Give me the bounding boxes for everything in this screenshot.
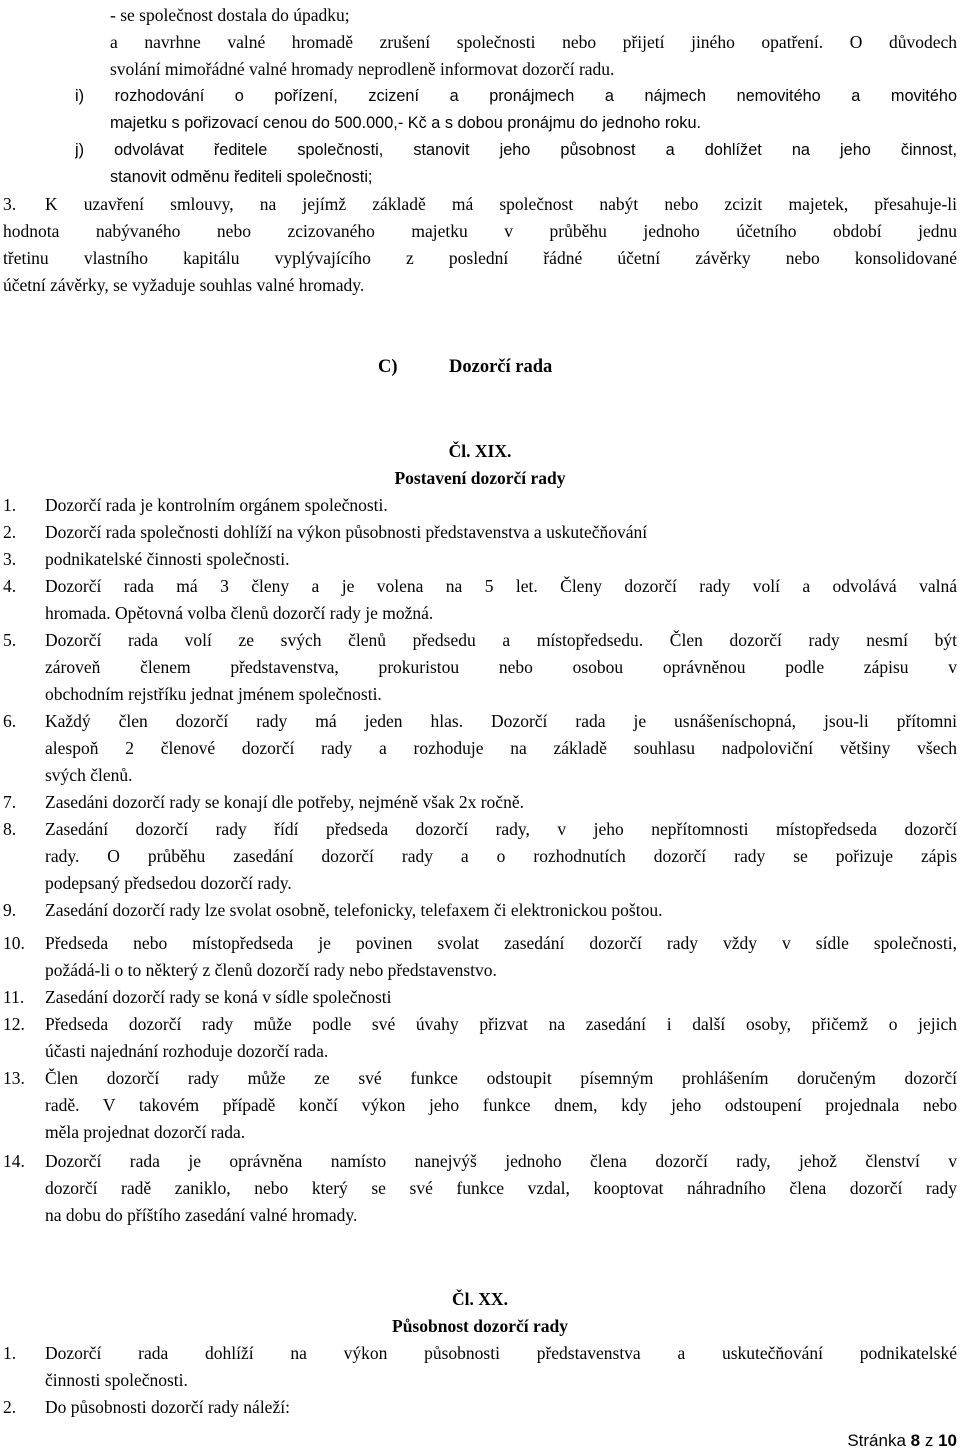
list-number: 3. (3, 549, 17, 569)
text-line: stanovit odměnu řediteli společnosti; (110, 168, 373, 186)
section-letter: C) (378, 357, 398, 377)
list-item-text: Předseda dozorčí rady může podle své úvahy přizvat na zasedání i další osoby, přičemž o jejich (45, 1014, 957, 1034)
list-item-text: dozorčí radě zaniklo, nebo který se své funkce vzdal, kooptovat náhradního člena dozorčí rady (45, 1178, 957, 1198)
list-item-text: podepsaný předsedou dozorčí rady. (45, 873, 292, 893)
footer-page-total: 10 (938, 1431, 957, 1450)
list-item-text: měla projednat dozorčí rada. (45, 1122, 246, 1142)
list-number: 4. (3, 576, 17, 596)
list-number: 3. (3, 194, 17, 214)
list-item-text: alespoň 2 členové dozorčí rady a rozhoduje na základě souhlasu nadpoloviční většiny všech (45, 738, 957, 758)
list-number: 1. (3, 495, 17, 515)
list-item-text: podnikatelské činnosti společnosti. (45, 549, 290, 569)
article-title: Postavení dozorčí rady (394, 468, 566, 488)
article-number: Čl. XIX. (448, 441, 512, 461)
list-number: 11. (3, 987, 25, 1007)
list-item-text: Dozorčí rada je oprávněna namísto nanejvýš jednoho člena dozorčí rady, jehož členství v (45, 1151, 957, 1171)
list-item-text: Dozorčí rada má 3 členy a je volena na 5 let. Členy dozorčí rady volí a odvolává valná (45, 576, 957, 596)
text-line: třetinu vlastního kapitálu vyplývajícího z poslední řádné účetní závěrky nebo konsolidované (3, 248, 957, 268)
list-item-text: hromada. Opětovná volba členů dozorčí rady je možná. (45, 603, 434, 623)
list-number: 7. (3, 792, 17, 812)
list-item-text: na dobu do příštího zasedání valné hromady. (45, 1205, 358, 1225)
list-number: 13. (3, 1068, 25, 1088)
list-item-text: Člen dozorčí rady může ze své funkce odstoupit písemným prohlášením doručeným dozorčí (45, 1068, 957, 1088)
text-line: svolání mimořádné valné hromady neprodleně informovat dozorčí radu. (110, 59, 615, 79)
text-line: a navrhne valné hromadě zrušení společnosti nebo přijetí jiného opatření. O důvodech (110, 32, 957, 52)
footer-label: Stránka (847, 1431, 906, 1450)
list-item-text: Dozorčí rada společnosti dohlíží na výkon působnosti představenstva a uskutečňování (45, 522, 648, 542)
list-item-text: požádá-li o to některý z členů dozorčí rady nebo představenstvo. (45, 960, 497, 980)
list-item-text: Zasedání dozorčí rady se koná v sídle společnosti (45, 987, 392, 1007)
list-item-text: Do působnosti dozorčí rady náleží: (45, 1397, 290, 1417)
list-item-text: rady. O průběhu zasedání dozorčí rady a o rozhodnutích dozorčí rady se pořizuje zápis (45, 846, 957, 866)
footer-of: z (924, 1431, 934, 1450)
list-item-text: Dozorčí rada volí ze svých členů předsedu a místopředsedu. Člen dozorčí rady nesmí být (45, 630, 957, 650)
list-number: 14. (3, 1151, 25, 1171)
text-line: majetku s pořizovací cenou do 500.000,- Kč a s dobou pronájmu do jednoho roku. (110, 114, 702, 132)
list-item-text: účasti najednání rozhoduje dozorčí rada. (45, 1041, 329, 1061)
list-item-text: činnosti společnosti. (45, 1370, 188, 1390)
list-number: 8. (3, 819, 17, 839)
list-number: 9. (3, 900, 17, 920)
list-item-text: Dozorčí rada dohlíží na výkon působnosti představenstva a uskutečňování podnikatelské (45, 1343, 957, 1363)
list-number: 2. (3, 522, 17, 542)
list-number: 10. (3, 933, 25, 953)
article-number: Čl. XX. (452, 1289, 508, 1309)
text-line: hodnota nabývaného nebo zcizovaného majetku v průběhu jednoho účetního období jednu (3, 221, 957, 241)
list-item-text: Dozorčí rada je kontrolním orgánem společnosti. (45, 495, 388, 515)
text-line: K uzavření smlouvy, na jejímž základě má společnost nabýt nebo zcizit majetek, přesahuje-li (45, 194, 957, 214)
text-line: j) odvolávat ředitele společnosti, stanovit jeho působnost a dohlížet na jeho činnost, (75, 141, 957, 159)
list-item-text: Zasedáni dozorčí rady se konají dle potřeby, nejméně však 2x ročně. (45, 792, 524, 812)
list-number: 12. (3, 1014, 25, 1034)
list-number: 6. (3, 711, 17, 731)
list-number: 5. (3, 630, 17, 650)
list-item-text: Předseda nebo místopředseda je povinen svolat zasedání dozorčí rady vždy v sídle společnosti, (45, 933, 957, 953)
text-line: účetní závěrky, se vyžaduje souhlas valné hromady. (3, 275, 365, 295)
text-line: i) rozhodování o pořízení, zcizení a pronájmech a nájmech nemovitého a movitého (75, 87, 957, 105)
list-item-text: zároveň členem představenstva, prokuristou nebo osobou oprávněnou podle zápisu v (45, 657, 957, 677)
text-line: - se společnost dostala do úpadku; (110, 5, 350, 25)
article-title: Působnost dozorčí rady (392, 1316, 568, 1336)
list-item-text: radě. V takovém případě končí výkon jeho funkce dnem, kdy jeho odstoupení projednala nebo (45, 1095, 957, 1115)
section-title: Dozorčí rada (449, 357, 553, 377)
list-item-text: Zasedání dozorčí rady řídí předseda dozorčí rady, v jeho nepřítomnosti místopředseda dozorčí (45, 819, 957, 839)
footer-page-number: 8 (910, 1431, 921, 1450)
list-item-text: svých členů. (45, 765, 133, 785)
page-footer (847, 1427, 957, 1454)
list-item-text: obchodním rejstříku jednat jménem společnosti. (45, 684, 382, 704)
list-number: 2. (3, 1397, 17, 1417)
list-item-text: Zasedání dozorčí rady lze svolat osobně, telefonicky, telefaxem či elektronickou poštou. (45, 900, 663, 920)
list-number: 1. (3, 1343, 17, 1363)
list-item-text: Každý člen dozorčí rady má jeden hlas. Dozorčí rada je usnášeníschopná, jsou-li přítomni (45, 711, 957, 731)
